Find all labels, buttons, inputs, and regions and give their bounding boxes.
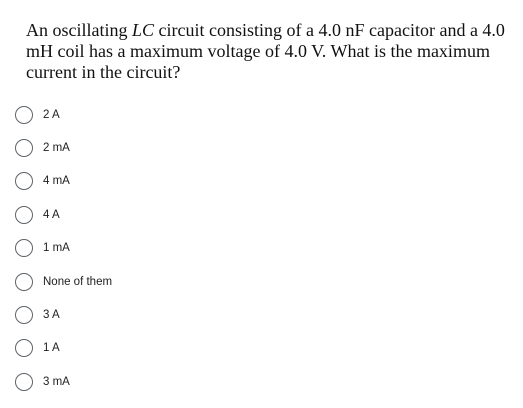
radio-button[interactable]	[15, 206, 33, 224]
option-label: 1 A	[43, 342, 60, 355]
option-3-a[interactable]	[15, 298, 112, 331]
option-none-of-them[interactable]	[15, 265, 112, 298]
radio-button[interactable]	[15, 172, 33, 190]
option-label: 4 A	[43, 208, 60, 221]
question-text	[26, 20, 506, 83]
option-label: 4 mA	[43, 175, 70, 188]
option-2-a[interactable]	[15, 98, 112, 131]
option-1-a[interactable]	[15, 332, 112, 365]
radio-button[interactable]	[15, 139, 33, 157]
option-2-ma[interactable]	[15, 131, 112, 164]
question-variable-lc: LC	[132, 20, 155, 40]
option-label: 2 A	[43, 108, 60, 121]
option-4-a[interactable]	[15, 198, 112, 231]
radio-button[interactable]	[15, 239, 33, 257]
option-3-ma[interactable]	[15, 365, 112, 398]
option-1-ma[interactable]	[15, 232, 112, 265]
question-text-part2: circuit consisting of a 4.0 nF capacitor and a 4.0 mH coil has a maximum voltage of 4.0 V. What is the maximum current in the circuit?	[26, 20, 505, 82]
option-4-ma[interactable]	[15, 165, 112, 198]
option-label: 3 mA	[43, 375, 70, 388]
radio-button[interactable]	[15, 273, 33, 291]
question-text-part1: An oscillating	[26, 20, 132, 40]
radio-button[interactable]	[15, 306, 33, 324]
option-label: 1 mA	[43, 242, 70, 255]
radio-button[interactable]	[15, 339, 33, 357]
option-label: 3 A	[43, 309, 60, 322]
radio-button[interactable]	[15, 373, 33, 391]
answer-options-list	[15, 98, 112, 399]
option-label: None of them	[43, 275, 113, 288]
option-label: 2 mA	[43, 142, 70, 155]
radio-button[interactable]	[15, 106, 33, 124]
